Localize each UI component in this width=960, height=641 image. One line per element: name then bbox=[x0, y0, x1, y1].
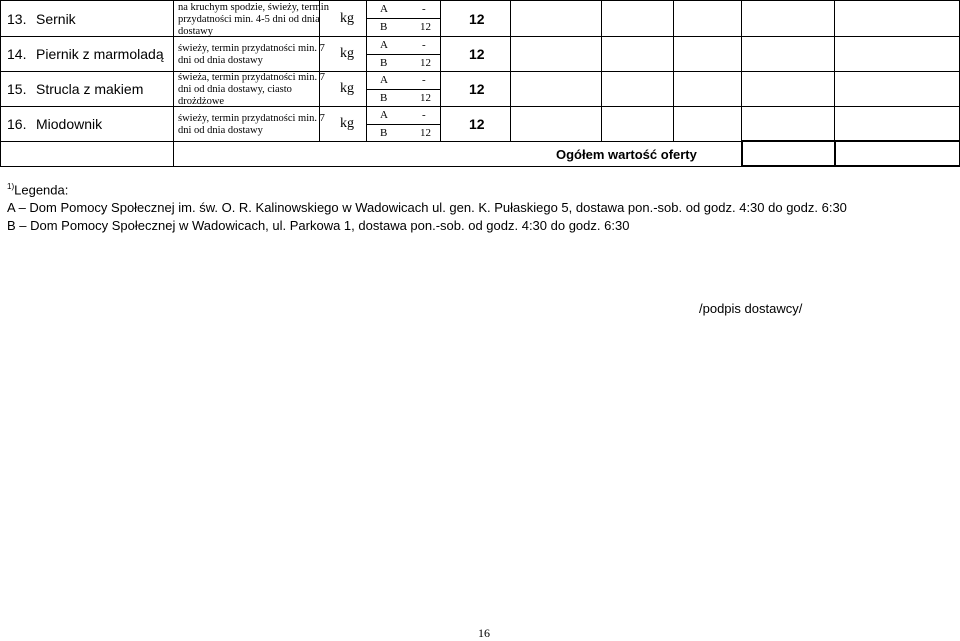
quantity: 12 bbox=[469, 11, 485, 27]
unit: kg bbox=[340, 11, 354, 26]
legend-item-a: A – Dom Pomocy Społecznej im. św. O. R. Kalinowskiego w Wadowicach ul. gen. K. Pułaskiego 5, dostawa pon.-sob. od godz. 4:30 do godz. 6:30 bbox=[7, 200, 847, 215]
row-number: 15. bbox=[7, 81, 27, 97]
row-number: 14. bbox=[7, 46, 27, 62]
unit: kg bbox=[340, 116, 354, 131]
supplier-signature-label: /podpis dostawcy/ bbox=[699, 301, 803, 316]
row-number: 13. bbox=[7, 11, 27, 27]
delivery-a-value: - bbox=[422, 74, 426, 86]
delivery-b-label: B bbox=[380, 92, 388, 104]
delivery-b-value: 12 bbox=[420, 57, 431, 69]
total-offer-label: Ogółem wartość oferty bbox=[556, 147, 697, 162]
delivery-b-label: B bbox=[380, 57, 388, 69]
product-name: Strucla z makiem bbox=[36, 81, 144, 97]
row-number: 16. bbox=[7, 116, 27, 132]
footnote-marker: 1) bbox=[7, 182, 15, 191]
delivery-a-label: A bbox=[380, 3, 388, 15]
product-name: Piernik z marmoladą bbox=[36, 46, 164, 62]
unit: kg bbox=[340, 81, 354, 96]
delivery-b-value: 12 bbox=[420, 92, 431, 104]
quantity: 12 bbox=[469, 116, 485, 132]
delivery-a-label: A bbox=[380, 109, 388, 121]
delivery-b-label: B bbox=[380, 127, 388, 139]
delivery-b-label: B bbox=[380, 21, 388, 33]
delivery-b-value: 12 bbox=[420, 21, 431, 33]
delivery-a-value: - bbox=[422, 39, 426, 51]
quantity: 12 bbox=[469, 46, 485, 62]
delivery-a-label: A bbox=[380, 39, 388, 51]
delivery-b-value: 12 bbox=[420, 127, 431, 139]
product-description: świeży, termin przydatności min. 7 dni od dnia dostawy bbox=[178, 113, 325, 136]
delivery-a-label: A bbox=[380, 74, 388, 86]
delivery-a-value: - bbox=[422, 109, 426, 121]
legend-item-b: B – Dom Pomocy Społecznej w Wadowicach, ul. Parkowa 1, dostawa pon.-sob. od godz. 4:30 do godz. 6:30 bbox=[7, 218, 630, 233]
product-description: na kruchym spodzie, świeży, termin przydatności min. 4-5 dni od dnia dostawy bbox=[178, 2, 329, 37]
quantity: 12 bbox=[469, 81, 485, 97]
delivery-a-value: - bbox=[422, 3, 426, 15]
page-number: 16 bbox=[478, 626, 490, 640]
unit: kg bbox=[340, 46, 354, 61]
product-description: świeża, termin przydatności min. 7 dni od dnia dostawy, ciasto drożdżowe bbox=[178, 72, 325, 107]
product-name: Miodownik bbox=[36, 116, 103, 132]
product-description: świeży, termin przydatności min. 7 dni od dnia dostawy bbox=[178, 43, 325, 66]
legend-title: $^{1)}$Legenda: bbox=[7, 182, 69, 198]
product-name: Sernik bbox=[36, 11, 76, 27]
